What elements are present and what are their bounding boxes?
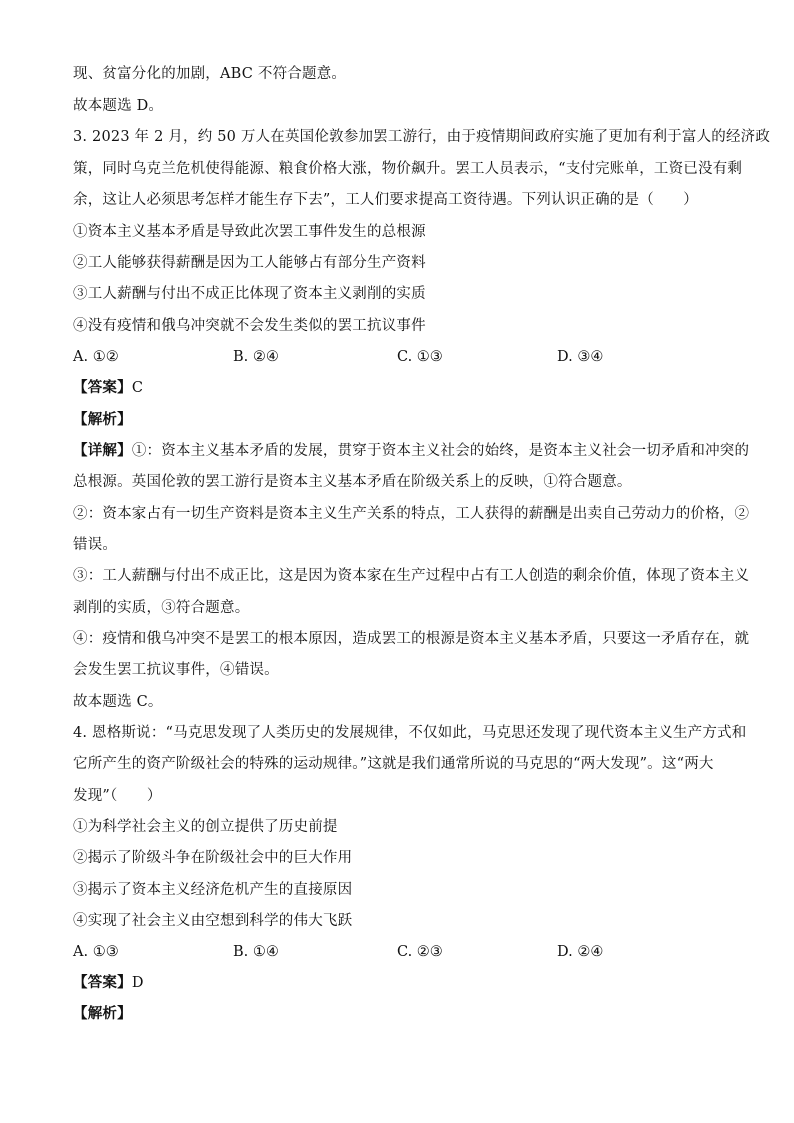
q3-detail-line-8: 会发生罢工抗议事件，④错误。 bbox=[73, 662, 279, 678]
q4-options bbox=[73, 942, 723, 962]
answer-value: D bbox=[131, 975, 144, 991]
detail-text: ①：资本主义基本矛盾的发展，贯穿于资本主义社会的始终，是资本主义社会一切矛盾和冲突的 bbox=[131, 443, 750, 459]
q3-detail-line-7: ④：疫情和俄乌冲突不是罢工的根本原因，造成罢工的根源是资本主义基本矛盾，只要这一矛盾存在，就 bbox=[73, 631, 750, 647]
q3-statement-2: ②工人能够获得薪酬是因为工人能够占有部分生产资料 bbox=[73, 255, 426, 271]
q3-statement-4: ④没有疫情和俄乌冲突就不会发生类似的罢工抗议事件 bbox=[73, 318, 426, 334]
q3-detail-line-4: 错误。 bbox=[73, 537, 118, 553]
q3-option-d: D. ③④ bbox=[557, 349, 604, 365]
q3-option-c: C. ①③ bbox=[397, 349, 443, 365]
q4-stem-line-2: 它所产生的资产阶级社会的特殊的运动规律。”这就是我们通常所说的马克思的“两大发现”。这“两大 bbox=[73, 756, 714, 772]
q3-option-a: A. ①② bbox=[73, 349, 119, 365]
q3-detail-line-6: 剥削的实质，③符合题意。 bbox=[73, 600, 250, 616]
q3-stem-line-2: 策，同时乌克兰危机使得能源、粮食价格大涨，物价飙升。罢工人员表示，“支付完账单，工资已没有剩 bbox=[73, 161, 743, 177]
q4-option-a: A. ①③ bbox=[73, 944, 119, 960]
q4-stem-line-3: 发现”（ ） bbox=[73, 788, 162, 804]
q2-conclusion: 故本题选 D。 bbox=[73, 98, 164, 114]
q4-statement-1: ①为科学社会主义的创立提供了历史前提 bbox=[73, 819, 338, 835]
q4-option-d: D. ②④ bbox=[557, 944, 604, 960]
q4-option-c: C. ②③ bbox=[397, 944, 443, 960]
q3-detail-line-2: 总根源。英国伦敦的罢工游行是资本主义基本矛盾在阶级关系上的反映，①符合题意。 bbox=[73, 474, 632, 490]
q4-statement-4: ④实现了社会主义由空想到科学的伟大飞跃 bbox=[73, 913, 353, 929]
q4-statement-3: ③揭示了资本主义经济危机产生的直接原因 bbox=[73, 882, 353, 898]
q4-answer bbox=[73, 973, 723, 993]
q3-conclusion: 故本题选 C。 bbox=[73, 694, 163, 710]
q3-detail-line-1 bbox=[73, 441, 750, 461]
q3-options bbox=[73, 347, 723, 367]
answer-label: 【答案】 bbox=[73, 379, 132, 396]
q4-analysis-label: 【解析】 bbox=[73, 1005, 132, 1022]
q3-detail-line-5: ③：工人薪酬与付出不成正比，这是因为资本家在生产过程中占有工人创造的剩余价值，体现了资本主义 bbox=[73, 568, 750, 584]
answer-value: C bbox=[131, 380, 144, 396]
q3-stem-line-3: 余，这让人必须思考怎样才能生存下去”，工人们要求提高工资待遇。下列认识正确的是（ ） bbox=[73, 192, 699, 208]
q4-statement-2: ②揭示了阶级斗争在阶级社会中的巨大作用 bbox=[73, 850, 353, 866]
q3-answer bbox=[73, 378, 723, 398]
q3-statement-3: ③工人薪酬与付出不成正比体现了资本主义剥削的实质 bbox=[73, 286, 426, 302]
q2-analysis-line: 现、贫富分化的加剧，ABC 不符合题意。 bbox=[73, 66, 347, 82]
detail-label: 【详解】 bbox=[73, 442, 132, 459]
answer-label: 【答案】 bbox=[73, 974, 132, 991]
q3-detail-line-3: ②：资本家占有一切生产资料是资本主义生产关系的特点，工人获得的薪酬是出卖自己劳动力的价格，② bbox=[73, 506, 750, 522]
q3-statement-1: ①资本主义基本矛盾是导致此次罢工事件发生的总根源 bbox=[73, 224, 426, 240]
q3-option-b: B. ②④ bbox=[233, 349, 279, 365]
q4-option-b: B. ①④ bbox=[233, 944, 279, 960]
q3-stem-line-1: 3. 2023 年 2 月，约 50 万人在英国伦敦参加罢工游行，由于疫情期间政府实施了更加有利于富人的经济政 bbox=[73, 129, 771, 145]
q3-analysis-label: 【解析】 bbox=[73, 411, 132, 428]
q4-stem-line-1: 4. 恩格斯说：“马克思发现了人类历史的发展规律，不仅如此，马克思还发现了现代资本主义生产方式和 bbox=[73, 725, 747, 741]
